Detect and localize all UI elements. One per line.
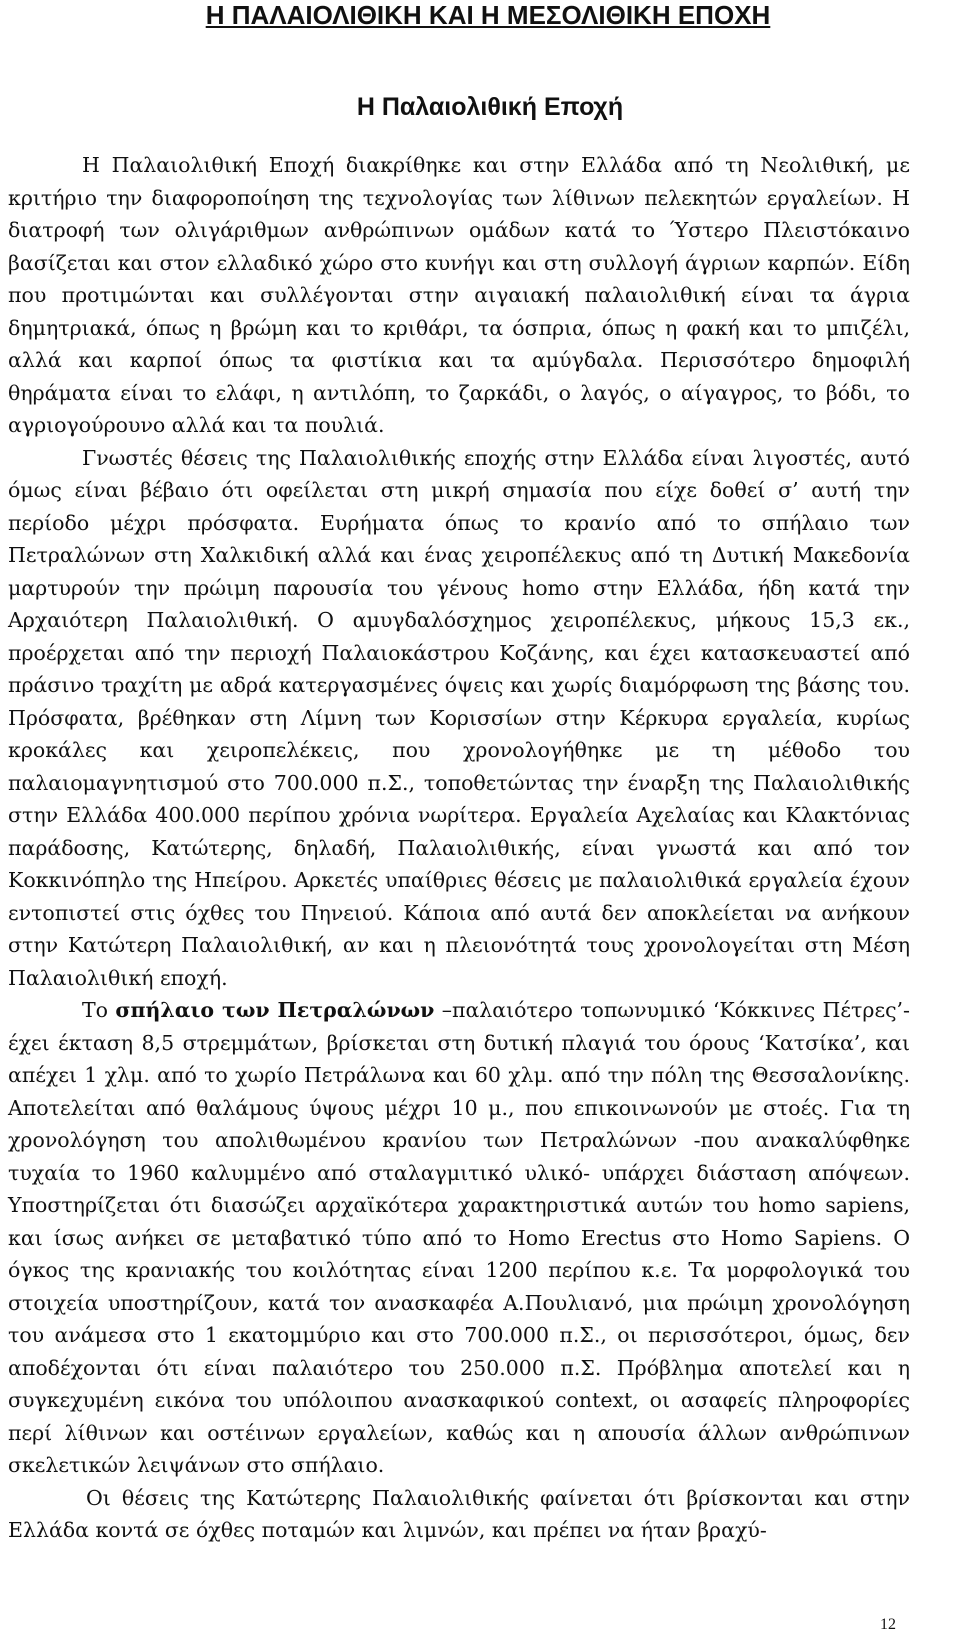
- paragraph-body: –παλαιότερο τοπωνυμικό ‘Κόκκινες Πέτρες’- έχει έκταση 8,5 στρεμμάτων, βρίσκεται στη δυτική πλαγιά του όρους ‘Κατσίκα’, και απέχει 1 χλμ. από το χωρίο Πετράλωνα και 60 χλμ. από την πόλη της Θεσσαλονίκης. Αποτελείται από θαλάμους ύψους μέχρι 10 μ., που επικοινωνούν με στοές. Για τη χρονολόγηση του απολιθωμένου κρανίου των Πετραλώνων -που ανακαλύφθηκε τυχαία το 1960 καλυμμένο από σταλαγμιτικό υλικό- υπάρχει διάσταση απόψεων. Υποστηρίζεται ότι διασώζει αρχαϊκότερα χαρακτηριστικά αυτών του homo sapiens, και ίσως ανήκει σε μεταβατικό τύπο από το Homo Erectus στο Homo Sapiens. Ο όγκος της κρανιακής του κοιλότητας είναι 1200 περίπου κ.ε. Τα μορφολογικά του στοιχεία υποστηρίζουν, κατά τον ανασκαφέα Α.Πουλιανό, μια πρώιμη χρονολόγηση του ανάμεσα στο 1 εκατομμύριο και στο 700.000 π.Σ., οι περισσότεροι, όμως, δεν αποδέχονται ότι είναι παλαιότερο του 250.000 π.Σ. Πρόβλημα αποτελεί και η συγκεχυμένη εικόνα του υπόλοιπου ανασκαφικού context, οι ασαφείς πληροφορίες περί λίθινων και οστέινων εργαλείων, καθώς και η απουσία άλλων ανθρώπινων σκελετικών λειψάνων στο σπήλαιο.: [8, 998, 910, 1477]
- paragraph-lower-palaeolithic: Οι θέσεις της Κατώτερης Παλαιολιθικής φαίνεται ότι βρίσκονται και στην Ελλάδα κοντά σε όχθες ποταμών και λιμνών, και πρέπει να ήταν βραχύ-: [8, 1485, 910, 1542]
- section-title: Η Παλαιολιθική Εποχή: [356, 93, 624, 121]
- paragraph-petralona: [8, 994, 910, 1482]
- body-text: [8, 149, 910, 1547]
- page-title: Η ΠΑΛΑΙΟΛΙΘΙΚΗ ΚΑΙ Η ΜΕΣΟΛΙΘΙΚΗ ΕΠΟΧΗ: [205, 0, 771, 30]
- page-number: 12: [880, 1616, 896, 1633]
- paragraph-diet: Η Παλαιολιθική Εποχή διακρίθηκε και στην Ελλάδα από τη Νεολιθική, με κριτήριο την διαφοροποίηση της τεχνολογίας των λίθινων πελεκητών εργαλείων. Η διατροφή των ολιγάριθμων ανθρώπινων ομάδων κατά το Ύστερο Πλειστόκαινο βασίζεται και στον ελλαδικό χώρο στο κυνήγι και στη συλλογή άγριων καρπών. Είδη που προτιμώνται και συλλέγονται στην αιγαιακή παλαιολιθική είναι τα άγρια δημητριακά, όπως η βρώμη και το κριθάρι, τα όσπρια, όπως η φακή και το μπιζέλι, αλλά και καρποί όπως τα φιστίκια και τα αμύγδαλα. Περισσότερο δημοφιλή θηράματα είναι το ελάφι, η αντιλόπη, το ζαρκάδι, ο λαγός, ο αίγαγρος, το βόδι, το αγριογούρουνο αλλά και τα πουλιά.: [8, 153, 910, 437]
- paragraph-sites: Γνωστές θέσεις της Παλαιολιθικής εποχής στην Ελλάδα είναι λιγοστές, αυτό όμως είναι βέβαιο ότι οφείλεται στη μικρή σημασία που είχε δοθεί σ’ αυτή την περίοδο μέχρι πρόσφατα. Ευρήματα όπως το κρανίο από το σπήλαιο των Πετραλώνων στη Χαλκιδική αλλά και ένας χειροπέλεκυς από τη Δυτική Μακεδονία μαρτυρούν την πρώιμη παρουσία του γένους homo στην Ελλάδα, ήδη κατά την Αρχαιότερη Παλαιολιθική. Ο αμυγδαλόσχημος χειροπέλεκυς, μήκους 15,3 εκ., προέρχεται από την περιοχή Παλαιοκάστρου Κοζάνης, και έχει κατασκευαστεί από πράσινο τραχίτη με αδρά κατεργασμένες όψεις και χωρίς διαμόρφωση της βάσης του. Πρόσφατα, βρέθηκαν στη Λίμνη των Κορισσίων στην Κέρκυρα εργαλεία, κυρίως κροκάλες και χειροπελέκεις, που χρονολογήθηκε με τη μέθοδο του παλαιομαγνητισμού στο 700.000 π.Σ., τοποθετώντας την έναρξη της Παλαιολιθικής στην Ελλάδα 400.000 περίπου χρόνια νωρίτερα. Εργαλεία Αχελαίας και Κλακτόνιας παράδοσης, Κατώτερης, δηλαδή, Παλαιολιθικής, είναι γνωστά και από τον Κοκκινόπηλο της Ηπείρου. Αρκετές υπαίθριες θέσεις με παλαιολιθικά εργαλεία έχουν εντοπιστεί στις όχθες του Πηνειού. Κάποια από αυτά δεν αποκλείεται να ανήκουν στην Κατώτερη Παλαιολιθική, αν και η πλειονότητά τους χρονολογείται στη Μέση Παλαιολιθική εποχή.: [8, 445, 910, 990]
- paragraph-lead: Το: [82, 998, 116, 1022]
- petralona-cave-term: σπήλαιο των Πετραλώνων: [115, 998, 435, 1022]
